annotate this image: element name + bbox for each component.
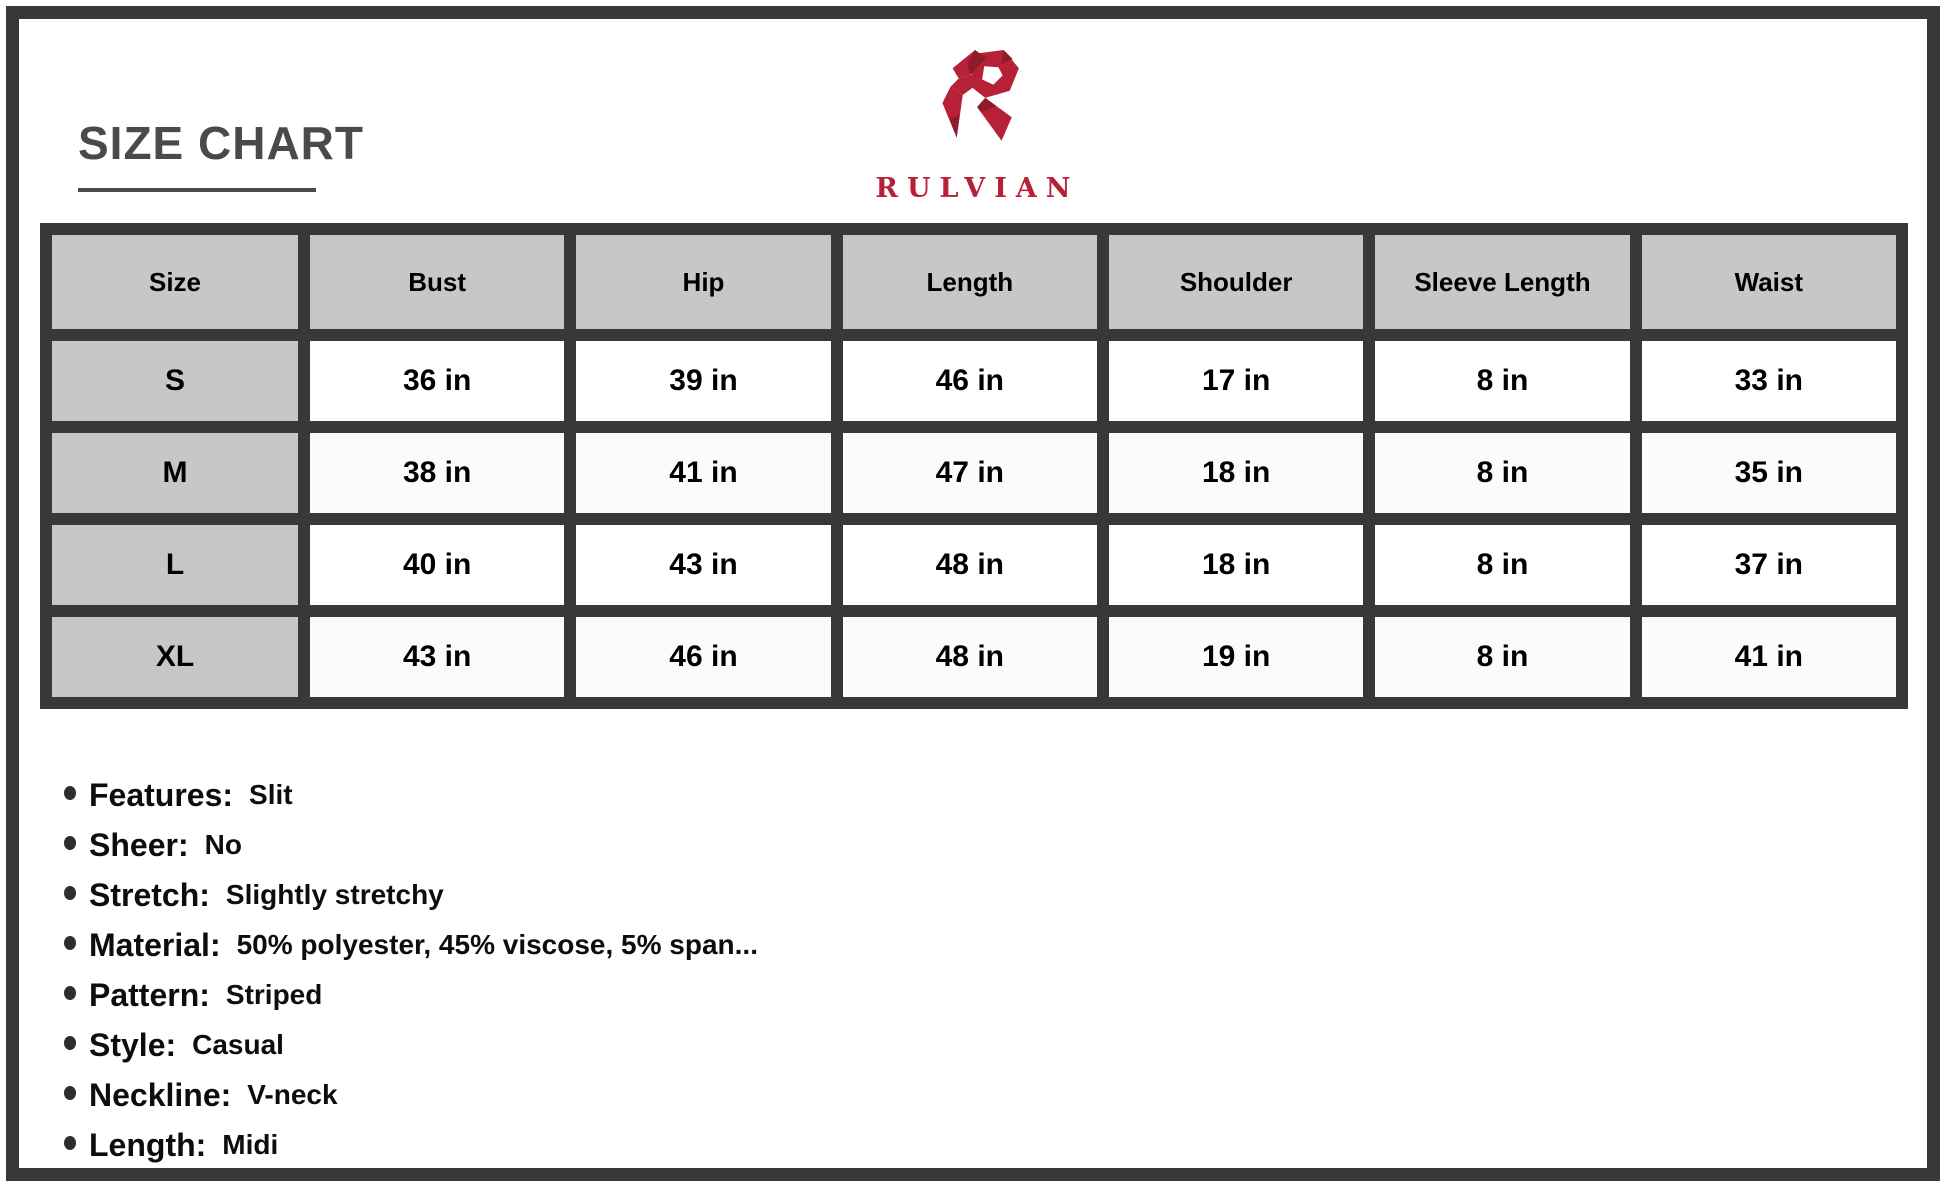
detail-item xyxy=(64,920,758,970)
measurement-cell: 35 in xyxy=(1636,427,1902,519)
size-chart-table xyxy=(40,223,1908,709)
detail-item xyxy=(64,1120,758,1170)
table-header xyxy=(46,229,1902,335)
product-details-list xyxy=(64,770,758,1170)
detail-label: Stretch: xyxy=(89,876,210,913)
measurement-cell: 38 in xyxy=(304,427,570,519)
page-title: SIZE CHART xyxy=(78,117,364,169)
column-header: Shoulder xyxy=(1103,229,1369,335)
column-header: Bust xyxy=(304,229,570,335)
measurement-cell: 48 in xyxy=(837,611,1103,703)
column-header: Sleeve Length xyxy=(1369,229,1635,335)
measurement-cell: 48 in xyxy=(837,519,1103,611)
bullet-icon xyxy=(64,986,76,1000)
detail-item xyxy=(64,820,758,870)
detail-value: No xyxy=(204,829,242,860)
bullet-icon xyxy=(64,786,76,800)
detail-label: Features: xyxy=(89,776,234,813)
measurement-cell: 8 in xyxy=(1369,519,1635,611)
bullet-icon xyxy=(64,836,76,850)
measurement-cell: 40 in xyxy=(304,519,570,611)
table-row xyxy=(46,427,1902,519)
detail-label: Sheer: xyxy=(89,826,189,863)
detail-item xyxy=(64,970,758,1020)
measurement-cell: 47 in xyxy=(837,427,1103,519)
detail-value: Slit xyxy=(249,779,293,810)
detail-label: Material: xyxy=(89,926,221,963)
measurement-cell: 41 in xyxy=(1636,611,1902,703)
measurement-cell: 18 in xyxy=(1103,427,1369,519)
table-row xyxy=(46,335,1902,427)
measurement-cell: 46 in xyxy=(837,335,1103,427)
bullet-icon xyxy=(64,1136,76,1150)
column-header: Size xyxy=(46,229,304,335)
column-header: Hip xyxy=(570,229,836,335)
measurement-cell: 8 in xyxy=(1369,611,1635,703)
brand-block xyxy=(0,42,1946,204)
detail-item xyxy=(64,870,758,920)
bullet-icon xyxy=(64,936,76,950)
measurement-cell: 41 in xyxy=(570,427,836,519)
detail-value: Casual xyxy=(192,1029,284,1060)
measurement-cell: 17 in xyxy=(1103,335,1369,427)
table-body xyxy=(46,335,1902,703)
detail-label: Neckline: xyxy=(89,1076,232,1113)
detail-item xyxy=(64,1070,758,1120)
measurement-cell: 33 in xyxy=(1636,335,1902,427)
measurement-cell: 8 in xyxy=(1369,335,1635,427)
bullet-icon xyxy=(64,886,76,900)
measurement-cell: 36 in xyxy=(304,335,570,427)
detail-label: Pattern: xyxy=(89,976,210,1013)
detail-item xyxy=(64,1020,758,1070)
measurement-cell: 43 in xyxy=(570,519,836,611)
size-cell: XL xyxy=(46,611,304,703)
detail-value: Striped xyxy=(225,979,323,1010)
size-cell: M xyxy=(46,427,304,519)
size-cell: L xyxy=(46,519,304,611)
size-cell: S xyxy=(46,335,304,427)
measurement-cell: 43 in xyxy=(304,611,570,703)
measurement-cell: 19 in xyxy=(1103,611,1369,703)
detail-label: Style: xyxy=(89,1026,177,1063)
column-header: Waist xyxy=(1636,229,1902,335)
bullet-icon xyxy=(64,1036,76,1050)
measurement-cell: 37 in xyxy=(1636,519,1902,611)
detail-value: Slightly stretchy xyxy=(225,879,444,910)
detail-value: 50% polyester, 45% viscose, 5% span... xyxy=(236,929,758,960)
detail-value: V-neck xyxy=(247,1079,338,1110)
brand-name: RULVIAN xyxy=(875,173,1080,204)
bullet-icon xyxy=(64,1086,76,1100)
measurement-cell: 46 in xyxy=(570,611,836,703)
table-header-row xyxy=(46,229,1902,335)
detail-value: Midi xyxy=(222,1129,279,1160)
table-row xyxy=(46,611,1902,703)
detail-label: Length: xyxy=(89,1126,207,1163)
measurement-cell: 39 in xyxy=(570,335,836,427)
table-row xyxy=(46,519,1902,611)
measurement-cell: 8 in xyxy=(1369,427,1635,519)
measurement-cell: 18 in xyxy=(1103,519,1369,611)
detail-item xyxy=(64,770,758,820)
brand-logo-r-icon xyxy=(922,42,1024,166)
column-header: Length xyxy=(837,229,1103,335)
